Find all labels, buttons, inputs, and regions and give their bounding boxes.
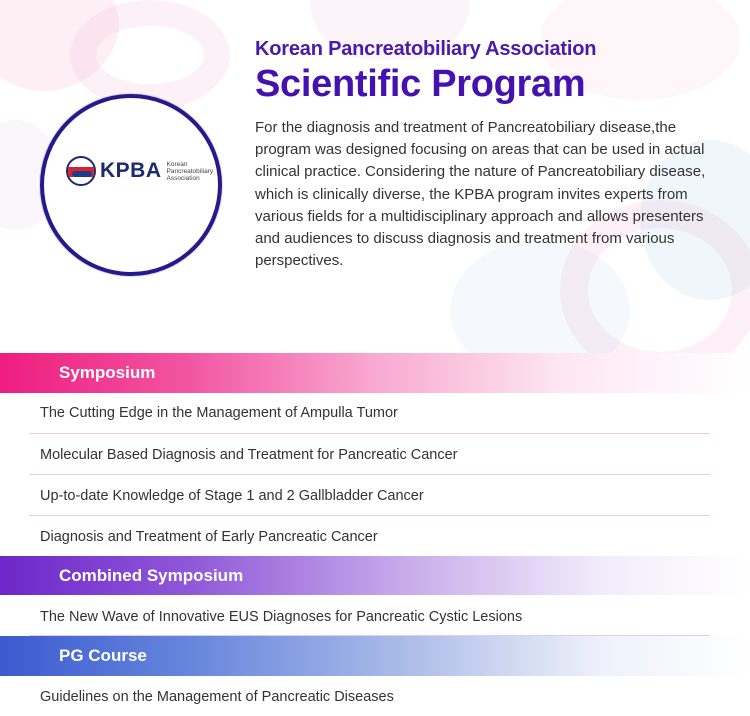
section-label: Combined Symposium [59, 565, 244, 585]
program-item: Up-to-date Knowledge of Stage 1 and 2 Gallbladder Cancer [40, 488, 424, 504]
kpba-emblem-icon [66, 156, 96, 186]
page-subtitle: Korean Pancreatobiliary Association [255, 38, 597, 60]
page-header [255, 38, 596, 106]
divider [29, 433, 710, 434]
logo-full-name: Korean Pancreatobiliary Association [166, 160, 214, 182]
program-item: Diagnosis and Treatment of Early Pancreatic Cancer [40, 529, 378, 545]
divider [29, 474, 710, 475]
program-item: The New Wave of Innovative EUS Diagnoses for Pancreatic Cystic Lesions [40, 609, 523, 625]
program-item: The Cutting Edge in the Management of Ampulla Tumor [40, 405, 398, 421]
logo-badge [40, 94, 222, 276]
section-label: PG Course [59, 646, 147, 665]
section-header-symposium [0, 353, 750, 393]
program-item: Guidelines on the Management of Pancreatic Diseases [40, 689, 394, 705]
decor-ring [70, 0, 230, 110]
section-header-combined-symposium [0, 556, 750, 595]
page-title: Scientific Program [255, 63, 586, 105]
section-header-pg-course [0, 636, 750, 676]
divider [29, 515, 710, 516]
kpba-logo [66, 156, 223, 186]
program-item: Molecular Based Diagnosis and Treatment for Pancreatic Cancer [40, 447, 458, 463]
section-label: Symposium [59, 363, 156, 382]
logo-acronym: KPBA [100, 159, 162, 182]
program-description: For the diagnosis and treatment of Pancreatobiliary disease,the program was designed focusing on areas that can be used in actual clinical practice. Considering the nature of Pancreatobiliary disease, which is clinically diverse, the KPBA program invites experts from various fields for a multidisciplinary approach and allows presenters and audiences to discuss diagnosis and treatment from various perspectives. [255, 119, 706, 270]
